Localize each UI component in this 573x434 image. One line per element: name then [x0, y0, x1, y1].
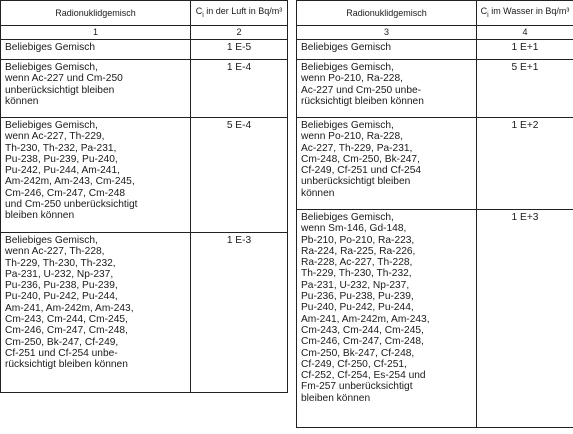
concentration-column-header: $C_i$ in der Luft in Bq/m³	[191, 1, 288, 26]
table-row	[1, 118, 288, 233]
column-number: 2	[191, 26, 288, 40]
table-row	[1, 40, 288, 60]
value-cell: 5 E-4	[191, 118, 288, 233]
table-row	[297, 210, 573, 428]
value-cell: 1 E+2	[477, 118, 573, 210]
mixture-cell: Beliebiges Gemisch, wenn Ac-227, Th-228, Th-229, Th-230, Th-232, Pa-231, U-232, Np-237, Pu-236, Pu-238, Pu-239, Pu-240, Pu-242, Pu-244, Am-241, Am-242m, Am-243, Cm-243, Cm-244, Cm-245, Cm-246, Cm-247, Cm-248, Cm-250, Bk-247, Cf-249, Cf-251 und Cf-254 unbe- rücksichtigt bleiben können	[1, 233, 191, 393]
mixture-cell: Beliebiges Gemisch, wenn Po-210, Ra-228, Ac-227, Th-229, Pa-231, Cm-248, Cm-250, Bk-247, Cf-249, Cf-251 und Cf-254 unberücksichtigt bleiben können	[297, 118, 477, 210]
column-number: 3	[297, 26, 477, 40]
mixture-column-header: Radionuklidgemisch	[297, 1, 477, 26]
mixture-cell: Beliebiges Gemisch, wenn Sm-146, Gd-148, Pb-210, Po-210, Ra-223, Ra-224, Ra-225, Ra-226, Ra-228, Ac-227, Th-228, Th-229, Th-230, Th-232, Pa-231, U-232, Np-237, Pu-236, Pu-238, Pu-239, Pu-240, Pu-242, Pu-244, Am-241, Am-242m, Am-243, Cm-243, Cm-244, Cm-245, Cm-246, Cm-247, Cm-248, Cm-250, Bk-247, Cf-248, Cf-249, Cf-250, Cf-251, Cf-252, Cf-254, Es-254 und Fm-257 unberücksichtigt bleiben können	[297, 210, 477, 428]
mixture-cell: Beliebiges Gemisch	[297, 40, 477, 60]
value-cell: 1 E+3	[477, 210, 573, 428]
column-number-row	[297, 26, 573, 40]
mixture-cell: Beliebiges Gemisch, wenn Ac-227, Th-229, Th-230, Th-232, Pa-231, Pu-238, Pu-239, Pu-240, Pu-242, Pu-244, Am-241, Am-242m, Am-243, Cm-245, Cm-246, Cm-247, Cm-248 und Cm-250 unberücksichtigt bleiben können	[1, 118, 191, 233]
value-cell: 1 E-3	[191, 233, 288, 393]
header-row	[297, 1, 573, 26]
value-cell: 5 E+1	[477, 60, 573, 118]
table-row	[297, 60, 573, 118]
mixture-cell: Beliebiges Gemisch, wenn Ac-227 und Cm-250 unberücksichtigt bleiben können	[1, 60, 191, 118]
mixture-column-header: Radionuklidgemisch	[1, 1, 191, 26]
water-concentration-table	[296, 0, 573, 428]
table-row	[297, 118, 573, 210]
value-cell: 1 E-4	[191, 60, 288, 118]
header-row	[1, 1, 288, 26]
mixture-cell: Beliebiges Gemisch	[1, 40, 191, 60]
table-row	[1, 60, 288, 118]
value-cell: 1 E-5	[191, 40, 288, 60]
table-row	[297, 40, 573, 60]
column-number: 1	[1, 26, 191, 40]
table-row	[1, 233, 288, 393]
column-number-row	[1, 26, 288, 40]
air-concentration-table	[0, 0, 288, 393]
value-cell: 1 E+1	[477, 40, 573, 60]
column-number: 4	[477, 26, 573, 40]
mixture-cell: Beliebiges Gemisch, wenn Po-210, Ra-228, Ac-227 und Cm-250 unbe- rücksichtigt bleiben können	[297, 60, 477, 118]
concentration-column-header: $C_i$ im Wasser in Bq/m³	[477, 1, 573, 26]
